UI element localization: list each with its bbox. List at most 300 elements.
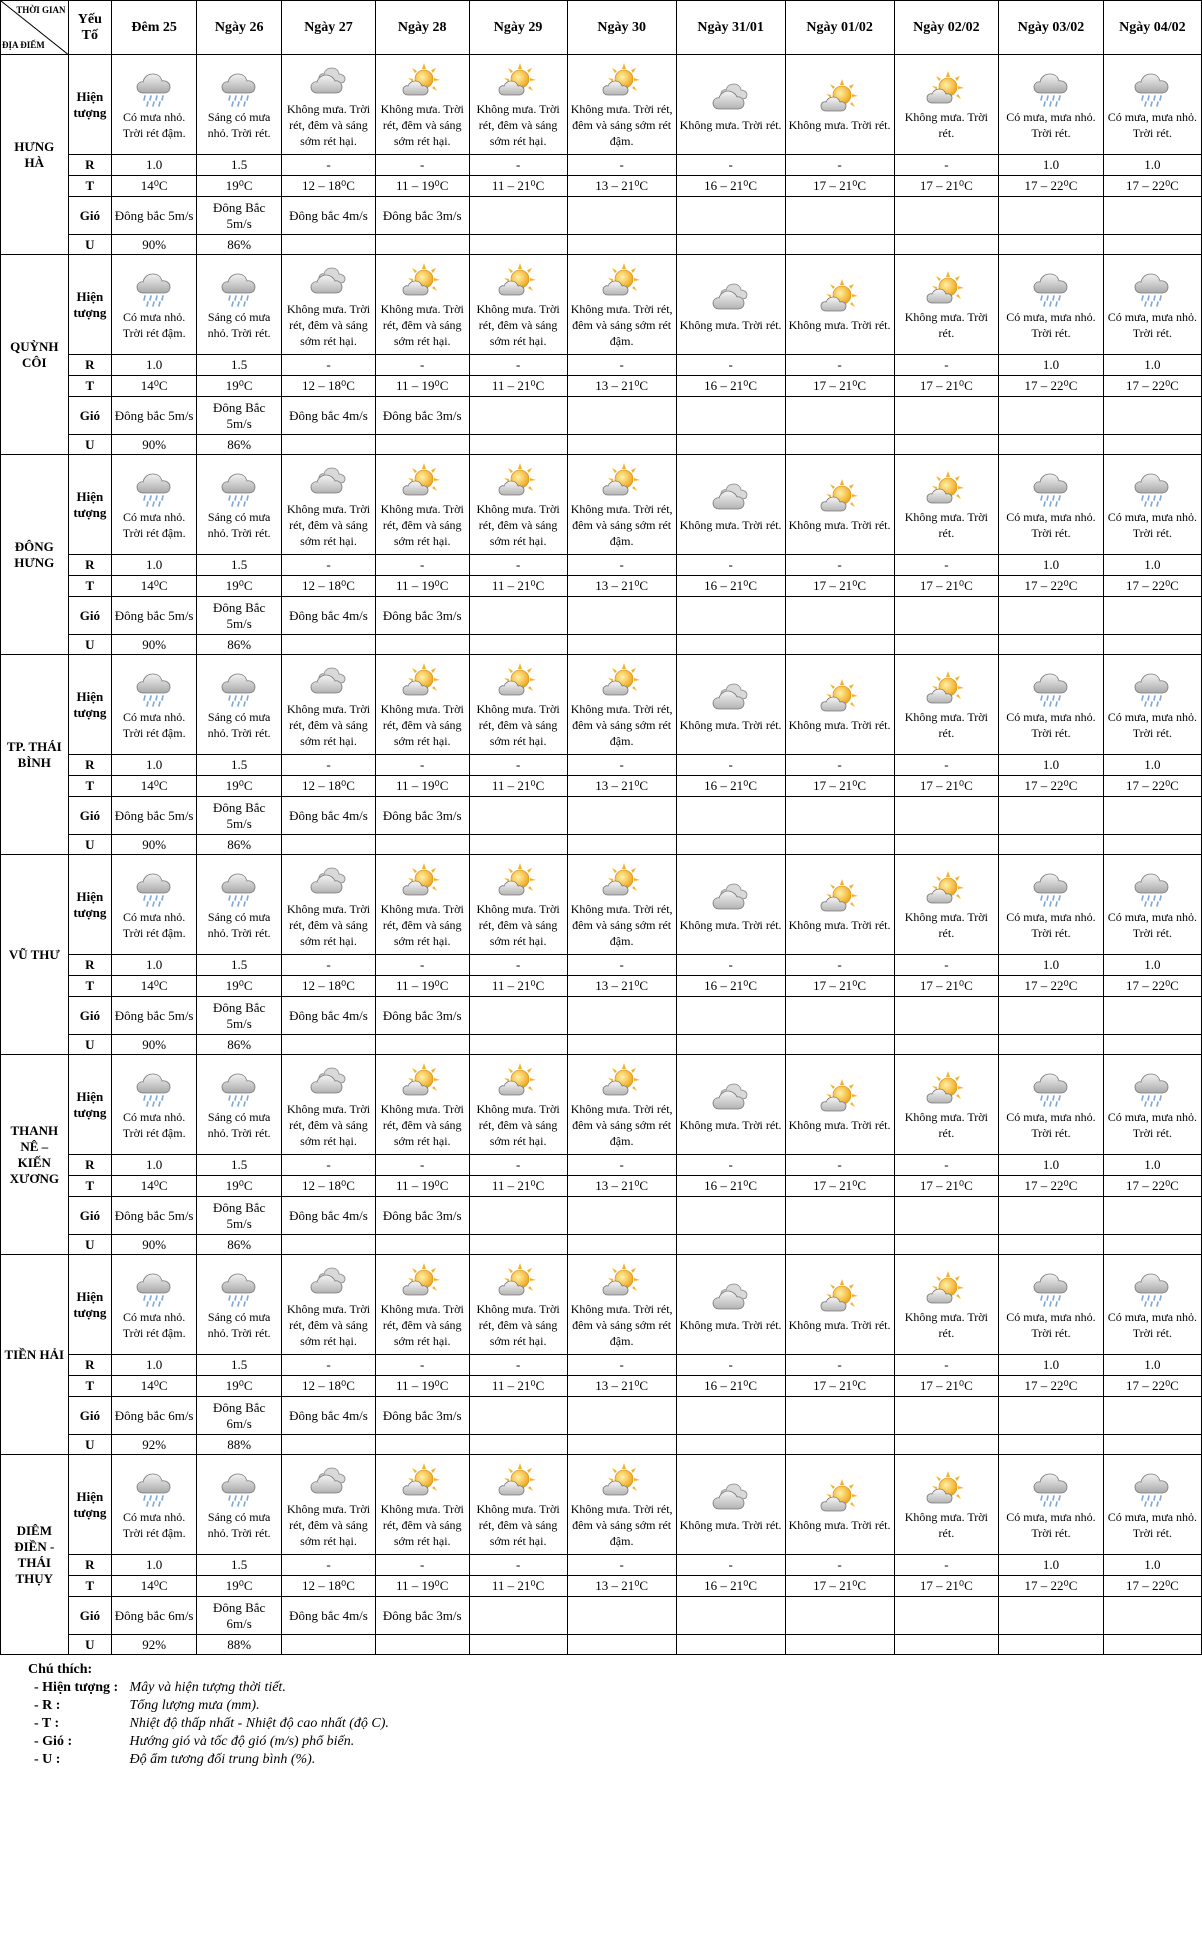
day-header: Ngày 03/02 [999, 1, 1104, 55]
wind-row [1, 797, 1202, 835]
temperature-cell: 11 – 21⁰C [469, 1576, 567, 1597]
temperature-cell: 19⁰C [197, 976, 282, 997]
rainfall-cell: - [676, 1155, 785, 1176]
day-header: Ngày 27 [282, 1, 376, 55]
phenomenon-cell [676, 455, 785, 555]
temperature-cell: 14⁰C [112, 976, 197, 997]
legend-notes [0, 1655, 1202, 1769]
temperature-cell: 17 – 22⁰C [999, 1176, 1104, 1197]
temperature-cell: 17 – 21⁰C [894, 1176, 999, 1197]
wind-cell [999, 1197, 1104, 1235]
phenomenon-cell [785, 1455, 894, 1555]
phenomenon-cell [197, 655, 282, 755]
row-label-t: T [68, 1576, 112, 1597]
phenomenon-cell [1103, 455, 1201, 555]
humidity-cell [469, 835, 567, 855]
wind-cell: Đông Bắc 5m/s [197, 997, 282, 1035]
phenomenon-cell [676, 255, 785, 355]
wind-cell: Đông bắc 4m/s [282, 997, 376, 1035]
humidity-cell [375, 835, 469, 855]
temperature-cell: 12 – 18⁰C [282, 776, 376, 797]
phenomenon-text: Không mưa. Trời rét, đêm và sáng sớm rét hại. [380, 701, 464, 748]
sun-cloud-icon [472, 1461, 565, 1501]
row-label-u: U [68, 1035, 112, 1055]
wind-cell [1103, 797, 1201, 835]
sun-cloud-icon [378, 261, 467, 301]
humidity-cell [785, 1635, 894, 1655]
phenomenon-text: Không mưa. Trời rét. [788, 1517, 891, 1532]
humidity-cell [894, 1635, 999, 1655]
phenomenon-cell [375, 855, 469, 955]
humidity-cell [375, 1235, 469, 1255]
rainfall-cell: - [894, 1155, 999, 1176]
phenomenon-text: Không mưa. Trời rét. [788, 917, 891, 932]
rainfall-cell: 1.5 [197, 355, 282, 376]
row-label-wind: Gió [68, 1397, 112, 1435]
location-name: ĐÔNG HƯNG [1, 455, 69, 655]
humidity-cell [1103, 435, 1201, 455]
humidity-row [1, 1235, 1202, 1255]
rain-cloud-icon [1001, 269, 1101, 309]
wind-row [1, 197, 1202, 235]
temperature-cell: 17 – 21⁰C [785, 1176, 894, 1197]
phenomenon-text: Không mưa. Trời rét, đêm và sáng sớm rét hại. [380, 301, 464, 348]
humidity-cell [894, 835, 999, 855]
temperature-cell: 11 – 19⁰C [375, 776, 469, 797]
phenomenon-text: Sáng có mưa nhỏ. Trời rét. [207, 909, 271, 940]
rainfall-cell: 1.0 [999, 155, 1104, 176]
phenomenon-cell [112, 55, 197, 155]
temperature-cell: 11 – 21⁰C [469, 376, 567, 397]
rainfall-cell: 1.5 [197, 955, 282, 976]
temperature-cell: 11 – 19⁰C [375, 1176, 469, 1197]
rainfall-cell: 1.5 [197, 1155, 282, 1176]
humidity-cell [999, 1435, 1104, 1455]
phenomenon-cell [282, 55, 376, 155]
day-header: Đêm 25 [112, 1, 197, 55]
phenomenon-cell [197, 855, 282, 955]
phenomenon-cell [112, 1255, 197, 1355]
rain-cloud-icon [114, 1069, 194, 1109]
phenomenon-cell [999, 55, 1104, 155]
rainfall-row [1, 1355, 1202, 1376]
rainfall-cell: 1.0 [112, 155, 197, 176]
phenomenon-cell [785, 1255, 894, 1355]
row-label-t: T [68, 376, 112, 397]
temperature-cell: 11 – 21⁰C [469, 176, 567, 197]
wind-cell: Đông bắc 3m/s [375, 397, 469, 435]
rainfall-cell: 1.0 [112, 1155, 197, 1176]
phenomenon-text: Không mưa. Trời rét, đêm và sáng sớm rét hại. [286, 501, 371, 548]
wind-cell: Đông bắc 6m/s [112, 1397, 197, 1435]
humidity-cell: 90% [112, 635, 197, 655]
phenomenon-text: Không mưa. Trời rét, đêm và sáng sớm rét đậm. [570, 1301, 673, 1348]
humidity-cell [567, 1235, 676, 1255]
sun-cloud-icon [897, 469, 997, 509]
temperature-cell: 17 – 21⁰C [894, 1576, 999, 1597]
rainfall-row [1, 555, 1202, 576]
rain-cloud-icon [1106, 469, 1199, 509]
phenomenon-text: Có mưa, mưa nhỏ. Trời rét. [1107, 909, 1198, 940]
phenomenon-text: Không mưa. Trời rét. [679, 1117, 782, 1132]
rain-cloud-icon [199, 669, 279, 709]
phenomenon-cell [469, 1055, 567, 1155]
wind-cell: Đông bắc 4m/s [282, 1197, 376, 1235]
rainfall-row [1, 1555, 1202, 1576]
humidity-cell [1103, 835, 1201, 855]
wind-cell [785, 197, 894, 235]
phenomenon-cell [1103, 1055, 1201, 1155]
phenomenon-text: Không mưa. Trời rét, đêm và sáng sớm rét hại. [476, 1101, 560, 1148]
phenomenon-cell [567, 1455, 676, 1555]
wind-cell [469, 1197, 567, 1235]
phenomenon-cell [894, 455, 999, 555]
temperature-cell: 17 – 22⁰C [1103, 176, 1201, 197]
humidity-cell [282, 635, 376, 655]
wind-cell [567, 797, 676, 835]
row-label-wind: Gió [68, 1597, 112, 1635]
rainfall-cell: 1.0 [1103, 355, 1201, 376]
phenomenon-cell [567, 455, 676, 555]
phenomenon-cell [999, 655, 1104, 755]
sun-cloud-icon [897, 269, 997, 309]
phenomenon-cell [375, 455, 469, 555]
wind-cell [894, 197, 999, 235]
phenomenon-text: Sáng có mưa nhỏ. Trời rét. [207, 1309, 271, 1340]
temperature-cell: 12 – 18⁰C [282, 576, 376, 597]
temperature-cell: 17 – 22⁰C [1103, 576, 1201, 597]
note-key: - Hiện tượng : [34, 1680, 119, 1695]
wind-cell [469, 797, 567, 835]
temperature-cell: 19⁰C [197, 1176, 282, 1197]
humidity-cell: 90% [112, 1235, 197, 1255]
phenomenon-text: Có mưa, mưa nhỏ. Trời rét. [1107, 1509, 1198, 1540]
humidity-cell [469, 635, 567, 655]
rainfall-cell: - [282, 555, 376, 576]
wind-cell [999, 597, 1104, 635]
rainfall-cell: - [676, 1355, 785, 1376]
rainfall-cell: 1.5 [197, 1555, 282, 1576]
sun-cloud-icon [788, 277, 892, 317]
sun-cloud-icon [472, 1061, 565, 1101]
wind-cell: Đông bắc 5m/s [112, 397, 197, 435]
phenomenon-cell [282, 455, 376, 555]
humidity-cell [676, 1035, 785, 1055]
wind-cell [1103, 1597, 1201, 1635]
temperature-cell: 17 – 22⁰C [1103, 1576, 1201, 1597]
humidity-cell [999, 835, 1104, 855]
location-name: HƯNG HÀ [1, 55, 69, 255]
wind-cell: Đông Bắc 5m/s [197, 397, 282, 435]
phenomenon-text: Sáng có mưa nhỏ. Trời rét. [207, 309, 271, 340]
rainfall-cell: - [567, 355, 676, 376]
wind-cell [999, 997, 1104, 1035]
wind-cell [469, 597, 567, 635]
temperature-cell: 17 – 21⁰C [785, 1376, 894, 1397]
wind-cell [999, 197, 1104, 235]
row-label-phenomenon: Hiện tượng [68, 1455, 112, 1555]
phenomenon-text: Sáng có mưa nhỏ. Trời rét. [207, 1509, 271, 1540]
wind-row [1, 397, 1202, 435]
rainfall-cell: - [282, 155, 376, 176]
wind-cell [469, 1597, 567, 1635]
phenomenon-cell [1103, 255, 1201, 355]
humidity-cell [785, 1035, 894, 1055]
phenomenon-cell [282, 855, 376, 955]
phenomenon-cell [567, 255, 676, 355]
rainfall-cell: 1.0 [112, 555, 197, 576]
humidity-cell [999, 635, 1104, 655]
phenomenon-text: Không mưa. Trời rét, đêm và sáng sớm rét hại. [476, 101, 560, 148]
wind-cell: Đông bắc 5m/s [112, 1197, 197, 1235]
wind-cell: Đông bắc 4m/s [282, 1597, 376, 1635]
humidity-row [1, 1635, 1202, 1655]
wind-cell: Đông Bắc 5m/s [197, 797, 282, 835]
temperature-row [1, 1376, 1202, 1397]
sun-cloud-icon [472, 261, 565, 301]
phenomenon-text: Không mưa. Trời rét, đêm và sáng sớm rét đậm. [570, 1501, 673, 1548]
wind-cell: Đông bắc 3m/s [375, 1397, 469, 1435]
rainfall-cell: - [282, 1155, 376, 1176]
wind-cell [676, 1597, 785, 1635]
wind-cell [1103, 197, 1201, 235]
sun-cloud-icon [570, 661, 674, 701]
cloud-icon [679, 77, 783, 117]
wind-cell: Đông bắc 6m/s [112, 1597, 197, 1635]
rainfall-cell: - [469, 155, 567, 176]
phenomenon-row [1, 455, 1202, 555]
wind-cell: Đông Bắc 6m/s [197, 1397, 282, 1435]
phenomenon-cell [375, 55, 469, 155]
wind-cell [785, 1397, 894, 1435]
location-name: TP. THÁI BÌNH [1, 655, 69, 855]
wind-cell [785, 597, 894, 635]
phenomenon-text: Không mưa. Trời rét, đêm và sáng sớm rét hại. [286, 101, 371, 148]
rainfall-cell: 1.0 [999, 755, 1104, 776]
row-label-r: R [68, 1355, 112, 1376]
phenomenon-text: Không mưa. Trời rét, đêm và sáng sớm rét hại. [476, 501, 560, 548]
row-label-u: U [68, 635, 112, 655]
phenomenon-text: Không mưa. Trời rét. [788, 317, 891, 332]
wind-cell [894, 1397, 999, 1435]
note-text: Độ ẩm tương đối trung bình (%). [129, 1752, 316, 1767]
wind-cell [469, 997, 567, 1035]
row-label-wind: Gió [68, 197, 112, 235]
phenomenon-cell [894, 1455, 999, 1555]
day-header: Ngày 30 [567, 1, 676, 55]
temperature-cell: 16 – 21⁰C [676, 1176, 785, 1197]
sun-cloud-icon [897, 869, 997, 909]
phenomenon-text: Không mưa. Trời rét, đêm và sáng sớm rét hại. [476, 1301, 560, 1348]
humidity-cell [999, 1035, 1104, 1055]
wind-cell [785, 797, 894, 835]
wind-cell [999, 1397, 1104, 1435]
phenomenon-text: Không mưa. Trời rét, đêm và sáng sớm rét đậm. [570, 1101, 673, 1148]
temperature-row [1, 1576, 1202, 1597]
sun-cloud-icon [378, 61, 467, 101]
phenomenon-cell [894, 255, 999, 355]
humidity-cell [894, 435, 999, 455]
phenomenon-text: Có mưa nhỏ. Trời rét đậm. [122, 1109, 186, 1140]
temperature-cell: 19⁰C [197, 1376, 282, 1397]
note-key: - R : [34, 1698, 61, 1713]
phenomenon-text: Không mưa. Trời rét. [679, 1517, 782, 1532]
wind-cell [676, 397, 785, 435]
rainfall-cell: - [676, 955, 785, 976]
wind-cell [894, 997, 999, 1035]
rainfall-cell: - [282, 955, 376, 976]
temperature-cell: 17 – 22⁰C [999, 776, 1104, 797]
cloud-icon [284, 61, 373, 101]
sun-cloud-icon [788, 1077, 892, 1117]
rainfall-cell: 1.0 [1103, 1155, 1201, 1176]
rain-cloud-icon [1106, 669, 1199, 709]
phenomenon-cell [282, 1255, 376, 1355]
phenomenon-text: Không mưa. Trời rét, đêm và sáng sớm rét hại. [476, 701, 560, 748]
humidity-cell [676, 235, 785, 255]
humidity-cell [375, 1035, 469, 1055]
phenomenon-cell [894, 855, 999, 955]
temperature-cell: 14⁰C [112, 576, 197, 597]
cloud-icon [679, 677, 783, 717]
phenomenon-text: Không mưa. Trời rét, đêm và sáng sớm rét hại. [380, 501, 464, 548]
temperature-cell: 11 – 19⁰C [375, 1576, 469, 1597]
sun-cloud-icon [570, 461, 674, 501]
sun-cloud-icon [378, 1061, 467, 1101]
humidity-row [1, 435, 1202, 455]
temperature-cell: 16 – 21⁰C [676, 1576, 785, 1597]
wind-cell [676, 797, 785, 835]
phenomenon-text: Không mưa. Trời rét. [904, 1309, 988, 1340]
wind-cell [567, 197, 676, 235]
sun-cloud-icon [788, 77, 892, 117]
rainfall-cell: 1.0 [112, 955, 197, 976]
phenomenon-cell [469, 1255, 567, 1355]
note-key: - T : [34, 1716, 60, 1731]
phenomenon-row [1, 55, 1202, 155]
temperature-cell: 13 – 21⁰C [567, 1376, 676, 1397]
phenomenon-text: Không mưa. Trời rét. [904, 709, 988, 740]
rainfall-cell: 1.0 [112, 355, 197, 376]
humidity-cell [1103, 1035, 1201, 1055]
temperature-cell: 14⁰C [112, 776, 197, 797]
phenomenon-cell [112, 255, 197, 355]
humidity-cell [894, 635, 999, 655]
temperature-cell: 17 – 22⁰C [999, 576, 1104, 597]
location-name: DIÊM ĐIỀN - THÁI THỤY [1, 1455, 69, 1655]
humidity-cell [999, 1635, 1104, 1655]
temperature-row [1, 176, 1202, 197]
wind-cell [1103, 1197, 1201, 1235]
rainfall-cell: - [894, 955, 999, 976]
temperature-cell: 17 – 22⁰C [1103, 1176, 1201, 1197]
wind-cell: Đông bắc 3m/s [375, 997, 469, 1035]
humidity-cell [894, 1435, 999, 1455]
humidity-cell [894, 1235, 999, 1255]
cloud-icon [679, 1477, 783, 1517]
phenomenon-cell [197, 1055, 282, 1155]
wind-cell [785, 397, 894, 435]
rainfall-cell: - [785, 955, 894, 976]
phenomenon-text: Không mưa. Trời rét, đêm và sáng sớm rét hại. [286, 1301, 371, 1348]
day-header: Ngày 29 [469, 1, 567, 55]
phenomenon-text: Không mưa. Trời rét, đêm và sáng sớm rét hại. [286, 301, 371, 348]
wind-cell [894, 397, 999, 435]
temperature-cell: 17 – 22⁰C [1103, 776, 1201, 797]
rainfall-cell: - [469, 755, 567, 776]
humidity-cell [894, 1035, 999, 1055]
humidity-cell [999, 1235, 1104, 1255]
temperature-cell: 17 – 21⁰C [894, 976, 999, 997]
rain-cloud-icon [1106, 69, 1199, 109]
humidity-cell [676, 1435, 785, 1455]
humidity-cell [1103, 1635, 1201, 1655]
row-label-u: U [68, 1635, 112, 1655]
phenomenon-cell [567, 55, 676, 155]
phenomenon-text: Không mưa. Trời rét. [904, 309, 988, 340]
rain-cloud-icon [114, 69, 194, 109]
phenomenon-text: Có mưa nhỏ. Trời rét đậm. [122, 1509, 186, 1540]
phenomenon-text: Không mưa. Trời rét, đêm và sáng sớm rét hại. [286, 1501, 371, 1548]
day-header: Ngày 04/02 [1103, 1, 1201, 55]
temperature-cell: 14⁰C [112, 1176, 197, 1197]
temperature-cell: 14⁰C [112, 1376, 197, 1397]
row-label-u: U [68, 1235, 112, 1255]
phenomenon-text: Không mưa. Trời rét, đêm và sáng sớm rét hại. [380, 1301, 464, 1348]
sun-cloud-icon [472, 61, 565, 101]
location-name: QUỲNH CÔI [1, 255, 69, 455]
rainfall-cell: - [282, 1555, 376, 1576]
temperature-cell: 13 – 21⁰C [567, 1576, 676, 1597]
temperature-cell: 17 – 21⁰C [785, 776, 894, 797]
sun-cloud-icon [570, 261, 674, 301]
wind-cell: Đông bắc 5m/s [112, 997, 197, 1035]
phenomenon-cell [785, 855, 894, 955]
phenomenon-cell [1103, 1255, 1201, 1355]
humidity-row [1, 835, 1202, 855]
temperature-cell: 11 – 21⁰C [469, 576, 567, 597]
humidity-cell: 90% [112, 235, 197, 255]
temperature-cell: 19⁰C [197, 376, 282, 397]
temperature-cell: 17 – 22⁰C [999, 1376, 1104, 1397]
day-header: Ngày 01/02 [785, 1, 894, 55]
humidity-cell [469, 435, 567, 455]
row-label-phenomenon: Hiện tượng [68, 455, 112, 555]
humidity-cell [469, 1635, 567, 1655]
temperature-cell: 19⁰C [197, 1576, 282, 1597]
rainfall-cell: 1.0 [999, 355, 1104, 376]
temperature-cell: 19⁰C [197, 776, 282, 797]
rain-cloud-icon [114, 1469, 194, 1509]
phenomenon-text: Không mưa. Trời rét. [788, 1117, 891, 1132]
wind-cell: Đông bắc 4m/s [282, 597, 376, 635]
phenomenon-cell [1103, 1455, 1201, 1555]
phenomenon-text: Có mưa, mưa nhỏ. Trời rét. [1107, 509, 1198, 540]
location-name: THANH NÊ – KIẾN XƯƠNG [1, 1055, 69, 1255]
humidity-cell: 90% [112, 1035, 197, 1055]
phenomenon-cell [894, 655, 999, 755]
rainfall-cell: - [567, 1555, 676, 1576]
row-label-u: U [68, 435, 112, 455]
rainfall-cell: - [894, 155, 999, 176]
temperature-cell: 17 – 21⁰C [785, 576, 894, 597]
phenomenon-text: Không mưa. Trời rét, đêm và sáng sớm rét đậm. [570, 101, 673, 148]
temperature-cell: 17 – 22⁰C [1103, 976, 1201, 997]
rainfall-cell: - [676, 1555, 785, 1576]
humidity-cell [894, 235, 999, 255]
row-label-r: R [68, 155, 112, 176]
day-header: Ngày 26 [197, 1, 282, 55]
